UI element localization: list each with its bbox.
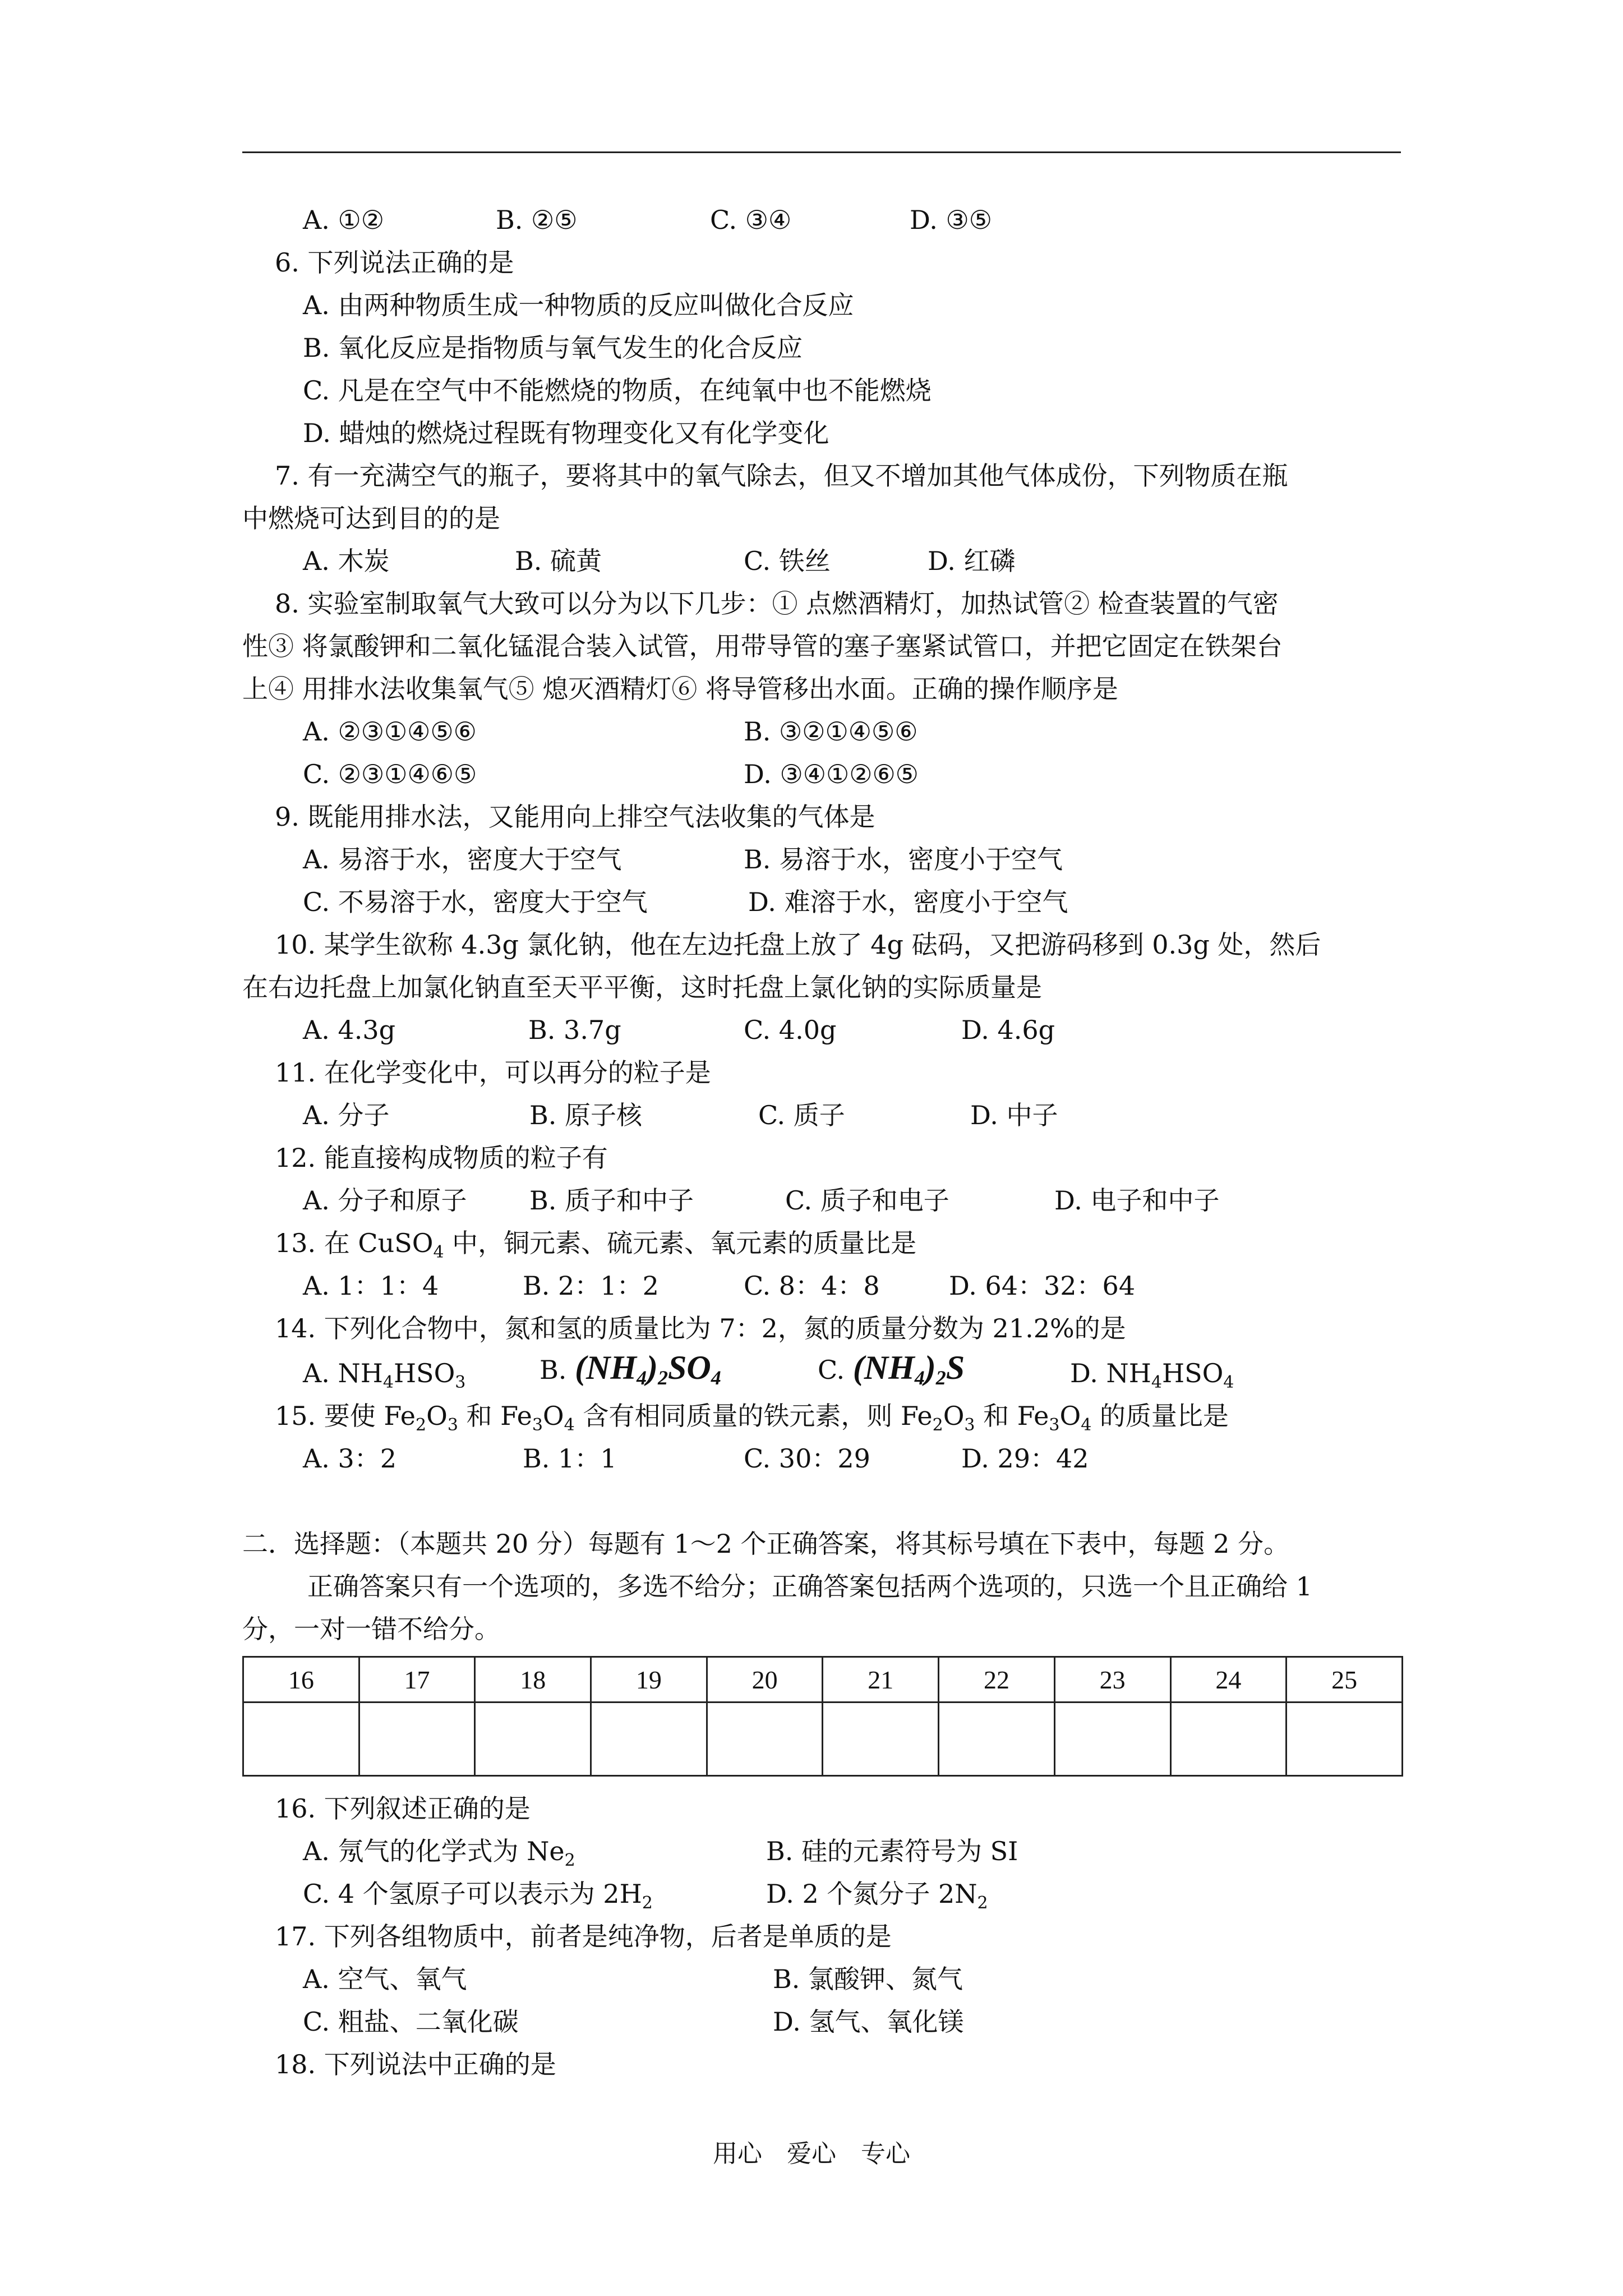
q7-stem-line1: 7. 有一充满空气的瓶子，要将其中的氧气除去，但又不增加其他气体成份，下列物质在瓶: [275, 461, 1288, 491]
answer-table-header: 16: [243, 1657, 359, 1703]
q17-option-d: D. 氢气、氧化镁: [773, 2007, 964, 2037]
section2-rule-line2: 分，一对一错不给分。: [242, 1614, 500, 1644]
q14-option-c: C. $(NH_4)_2S$: [818, 1349, 965, 1389]
q16-option-a: A. 氖气的化学式为 $Ne_2$: [303, 1836, 575, 1870]
q9-stem: 9. 既能用排水法，又能用向上排空气法收集的气体是: [275, 802, 875, 832]
header-rule: [242, 151, 1401, 153]
answer-table: [242, 1656, 1403, 1777]
q14-option-b: B. $(NH_4)_2SO_4$: [540, 1349, 721, 1389]
q12-stem: 12. 能直接构成物质的粒子有: [275, 1143, 608, 1173]
q14-option-a: A. $NH_4HSO_3$: [303, 1358, 466, 1392]
q10-stem-line1: 10. 某学生欲称 4.3g 氯化钠，他在左边托盘上放了 4g 砝码，又把游码移到 0.3g 处，然后: [275, 930, 1321, 960]
q11-option-b: B. 原子核: [529, 1100, 643, 1130]
q7-option-d: D. 红磷: [928, 546, 1016, 576]
q8-option-d: D. ③④①②⑥⑤: [744, 759, 919, 789]
q13-option-c: C. 8：4：8: [744, 1271, 880, 1301]
q7-stem-line2: 中燃烧可达到目的的是: [242, 503, 500, 533]
q15-option-d: D. 29：42: [961, 1443, 1089, 1474]
q12-option-c: C. 质子和电子: [785, 1185, 949, 1216]
q8-option-a: A. ②③①④⑤⑥: [303, 716, 477, 747]
answer-cell[interactable]: [1054, 1703, 1170, 1776]
answer-cell[interactable]: [591, 1703, 707, 1776]
q12-option-b: B. 质子和中子: [529, 1185, 694, 1216]
prev-option-c: C. ③④: [710, 205, 792, 235]
answer-cell[interactable]: [359, 1703, 475, 1776]
q11-option-d: D. 中子: [970, 1100, 1058, 1130]
section2-title: 二．选择题：（本题共 20 分）每题有 1～2 个正确答案，将其标号填在下表中，每题 2 分。: [242, 1529, 1290, 1559]
answer-table-header: 19: [591, 1657, 707, 1703]
answer-table-header: 20: [707, 1657, 823, 1703]
q17-stem: 17. 下列各组物质中，前者是纯净物，后者是单质的是: [275, 1921, 892, 1952]
q12-option-d: D. 电子和中子: [1054, 1185, 1220, 1216]
q13-option-b: B. 2：1：2: [523, 1271, 659, 1301]
answer-cell[interactable]: [939, 1703, 1055, 1776]
q17-option-a: A. 空气、氧气: [303, 1964, 467, 1994]
q10-option-a: A. 4.3g: [303, 1015, 396, 1045]
q9-option-a: A. 易溶于水，密度大于空气: [303, 844, 622, 875]
section2-rule-line1: 正确答案只有一个选项的，多选不给分；正确答案包括两个选项的，只选一个且正确给 1: [307, 1571, 1312, 1602]
q6-option-c: C. 凡是在空气中不能燃烧的物质，在纯氧中也不能燃烧: [303, 375, 932, 406]
answer-table-header: 17: [359, 1657, 475, 1703]
q16-option-c: C. 4 个氢原子可以表示为 $2H_2$: [303, 1879, 653, 1913]
q14-stem: 14. 下列化合物中，氮和氢的质量比为 7：2，氮的质量分数为 21.2%的是: [275, 1313, 1126, 1343]
q11-stem: 11. 在化学变化中，可以再分的粒子是: [275, 1057, 711, 1088]
q6-stem: 6. 下列说法正确的是: [275, 247, 514, 278]
answer-table-header: 21: [823, 1657, 939, 1703]
answer-cell[interactable]: [1170, 1703, 1287, 1776]
q13-option-d: D. 64：32：64: [949, 1271, 1136, 1301]
q10-stem-line2: 在右边托盘上加氯化钠直至天平平衡，这时托盘上氯化钠的实际质量是: [242, 972, 1042, 1002]
answer-table-header: 25: [1287, 1657, 1403, 1703]
answer-table-header: 23: [1054, 1657, 1170, 1703]
q8-option-c: C. ②③①④⑥⑤: [303, 759, 477, 789]
prev-option-d: D. ③⑤: [910, 205, 992, 235]
q8-stem-line2: 性③ 将氯酸钾和二氧化锰混合装入试管，用带导管的塞子塞紧试管口，并把它固定在铁架台: [242, 631, 1283, 661]
q10-option-c: C. 4.0g: [744, 1015, 837, 1045]
q18-stem: 18. 下列说法中正确的是: [275, 2049, 556, 2079]
answer-cell[interactable]: [707, 1703, 823, 1776]
q17-option-b: B. 氯酸钾、氮气: [773, 1964, 963, 1994]
q11-option-c: C. 质子: [758, 1100, 845, 1130]
q8-stem-line1: 8. 实验室制取氧气大致可以分为以下几步：① 点燃酒精灯，加热试管② 检查装置的气密: [275, 588, 1279, 619]
q7-option-a: A. 木炭: [303, 546, 390, 576]
q15-option-b: B. 1：1: [523, 1443, 617, 1474]
q16-stem: 16. 下列叙述正确的是: [275, 1793, 531, 1824]
answer-table-header: 24: [1170, 1657, 1287, 1703]
q14-option-d: D. $NH_4HSO_4$: [1070, 1358, 1234, 1392]
page-footer: 用心 爱心 专心: [713, 2139, 910, 2168]
answer-cell[interactable]: [243, 1703, 359, 1776]
q7-option-c: C. 铁丝: [744, 546, 831, 576]
answer-table-header: 18: [475, 1657, 591, 1703]
q16-option-d: D. 2 个氮分子 $2N_2$: [766, 1879, 988, 1913]
answer-table-header-row: [243, 1657, 1403, 1703]
q15-option-a: A. 3：2: [303, 1443, 396, 1474]
answer-table-answer-row: [243, 1703, 1403, 1776]
q15-stem: 15. 要使 $Fe_2O_3$ 和 $Fe_3O_4$ 含有相同质量的铁元素，则 $Fe_2O_3$ 和 $Fe_3O_4$ 的质量比是: [275, 1401, 1229, 1435]
answer-cell[interactable]: [475, 1703, 591, 1776]
q10-option-b: B. 3.7g: [528, 1015, 621, 1045]
q9-option-c: C. 不易溶于水，密度大于空气: [303, 887, 648, 917]
q11-option-a: A. 分子: [303, 1100, 390, 1130]
q7-option-b: B. 硫黄: [515, 546, 602, 576]
q17-option-c: C. 粗盐、二氧化碳: [303, 2007, 519, 2037]
q13-stem: 13. 在 CuSO$_4$ 中，铜元素、硫元素、氧元素的质量比是: [275, 1228, 917, 1262]
q13-option-a: A. 1：1：4: [303, 1271, 439, 1301]
q15-option-c: C. 30：29: [744, 1443, 870, 1474]
q16-option-b: B. 硅的元素符号为 SI: [766, 1836, 1018, 1866]
answer-cell[interactable]: [823, 1703, 939, 1776]
q6-option-d: D. 蜡烛的燃烧过程既有物理变化又有化学变化: [303, 418, 829, 448]
prev-option-b: B. ②⑤: [496, 205, 578, 235]
q8-option-b: B. ③②①④⑤⑥: [744, 716, 918, 747]
q6-option-a: A. 由两种物质生成一种物质的反应叫做化合反应: [303, 290, 854, 320]
q10-option-d: D. 4.6g: [961, 1015, 1055, 1045]
prev-option-a: A. ①②: [303, 205, 384, 235]
q9-option-d: D. 难溶于水，密度小于空气: [748, 887, 1068, 917]
q12-option-a: A. 分子和原子: [303, 1185, 467, 1216]
q9-option-b: B. 易溶于水，密度小于空气: [744, 844, 1063, 875]
q6-option-b: B. 氧化反应是指物质与氧气发生的化合反应: [303, 333, 803, 363]
answer-table-header: 22: [939, 1657, 1055, 1703]
q8-stem-line3: 上④ 用排水法收集氧气⑤ 熄灭酒精灯⑥ 将导管移出水面。正确的操作顺序是: [242, 674, 1118, 704]
answer-cell[interactable]: [1287, 1703, 1403, 1776]
